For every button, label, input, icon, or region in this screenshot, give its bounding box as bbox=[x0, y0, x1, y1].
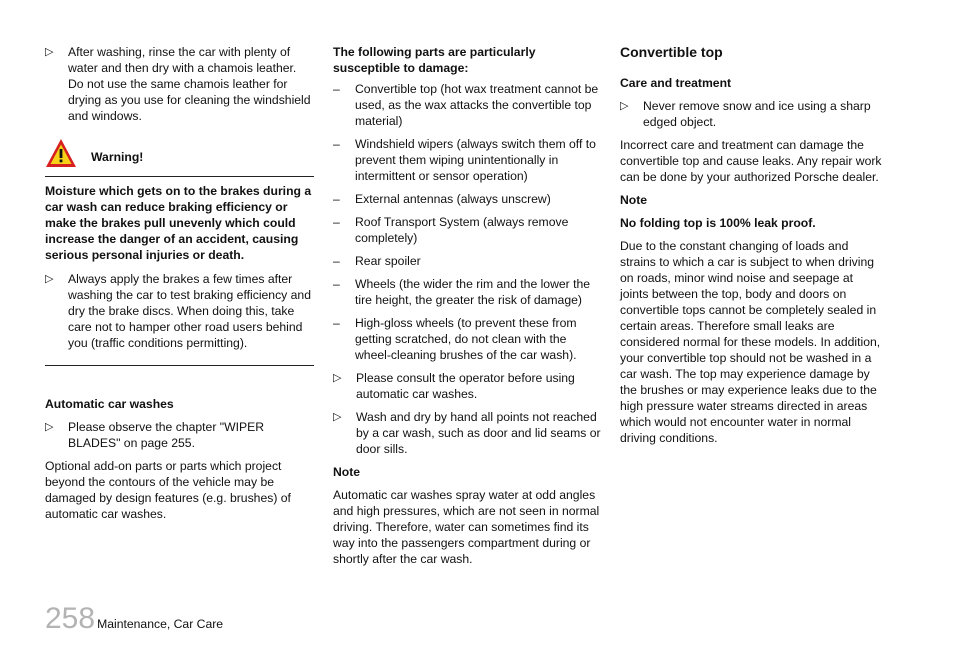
list-item bbox=[333, 214, 601, 246]
list-item bbox=[45, 419, 314, 451]
footer-section-title: Maintenance, Car Care bbox=[97, 617, 224, 631]
list-item bbox=[45, 44, 314, 124]
warning-body: Moisture which gets on to the brakes during a car wash can reduce braking efficiency or make the brakes pull unevenly which could increase the danger of an accident, causing serious personal injuries or death. bbox=[45, 184, 312, 262]
warning-bullet-text: Always apply the brakes a few times after washing the car to test braking efficiency and dry the brake discs. When doing this, take care not to hamper other road users behind you (traffic conditions permitting). bbox=[68, 272, 311, 350]
list-item-text: Never remove snow and ice using a sharp edged object. bbox=[643, 99, 871, 129]
list-item bbox=[333, 81, 601, 129]
leak-proof-note: No folding top is 100% leak proof. bbox=[620, 216, 816, 230]
bullet-triangle-icon: ▷ bbox=[45, 46, 54, 58]
dash-mark: – bbox=[333, 316, 340, 330]
list-item bbox=[333, 253, 601, 269]
care-treatment-subtitle: Care and treatment bbox=[620, 76, 732, 90]
warning-header bbox=[45, 138, 314, 177]
bullet-triangle-icon: ▷ bbox=[620, 100, 629, 112]
list-item bbox=[333, 370, 601, 402]
bullet-triangle-icon: ▷ bbox=[45, 421, 54, 433]
section-paragraph: Optional add-on parts or parts which project beyond the contours of the vehicle may be damaged by design features (e.g. brushes) of automatic car washes. bbox=[45, 459, 291, 521]
leak-paragraph: Due to the constant changing of loads and strains to which a car is subject to when driving on roads, minor wind noise and seepage at joints between the top, body and doors on convertible tops cannot be completely sealed in certain areas. Therefore small leaks are considered normal for these models. In addition, your convertible top should not be washed in a car wash. The top may experience damage by the brushes or may experience leaks due to the high pressure water streams directed in areas which would not encounter water in normal driving conditions. bbox=[620, 239, 881, 445]
list-item bbox=[333, 409, 601, 457]
list-item-text: Windshield wipers (always switch them off to prevent them wiping unintentionally in intermittent or sensor operation) bbox=[355, 137, 596, 183]
care-paragraph: Incorrect care and treatment can damage the convertible top and cause leaks. Any repair work can be done by your authorized Porsche dealer. bbox=[620, 138, 882, 184]
column-right bbox=[620, 44, 882, 453]
page-number: 258 bbox=[45, 602, 96, 635]
note-label: Note bbox=[333, 465, 361, 479]
list-item-text: Wheels (the wider the rim and the lower the tire height, the greater the risk of damage) bbox=[355, 277, 591, 307]
list-item-text: External antennas (always unscrew) bbox=[355, 192, 551, 206]
bullet-triangle-icon: ▷ bbox=[333, 372, 342, 384]
dash-mark: – bbox=[333, 82, 340, 96]
section-bullet-text: Please observe the chapter "WIPER BLADES" on page 255. bbox=[68, 420, 265, 450]
note-text: Automatic car washes spray water at odd angles and high pressures, which are not seen in normal driving. Therefore, water can sometimes find its way into the passengers compartment during or shortly after the car wash. bbox=[333, 488, 600, 566]
list-item-text: Convertible top (hot wax treatment cannot be used, as the wax attacks the convertible top material) bbox=[355, 82, 599, 128]
list-item bbox=[333, 276, 601, 308]
column-left bbox=[45, 44, 314, 529]
section-title: Automatic car washes bbox=[45, 397, 174, 411]
list-item-text: Rear spoiler bbox=[355, 254, 421, 268]
dash-mark: – bbox=[333, 215, 340, 229]
susceptible-parts-heading: The following parts are particularly susceptible to damage: bbox=[333, 45, 536, 75]
column-middle bbox=[333, 44, 601, 574]
list-item bbox=[333, 191, 601, 207]
list-item bbox=[333, 315, 601, 363]
list-item-text: Wash and dry by hand all points not reached by a car wash, such as door and lid seams or door sills. bbox=[356, 410, 601, 456]
dash-mark: – bbox=[333, 192, 340, 206]
list-item bbox=[333, 136, 601, 184]
list-item bbox=[45, 271, 314, 351]
note-label: Note bbox=[620, 193, 648, 207]
dash-mark: – bbox=[333, 137, 340, 151]
dash-mark: – bbox=[333, 277, 340, 291]
bullet-triangle-icon: ▷ bbox=[333, 411, 342, 423]
intro-bullet-text: After washing, rinse the car with plenty of water and then dry with a chamois leather. Do not use the same chamois leather for drying as you use for cleaning the windshield and windows. bbox=[68, 45, 311, 123]
list-item-text: Roof Transport System (always remove completely) bbox=[355, 215, 569, 245]
warning-triangle-icon bbox=[45, 138, 77, 168]
convertible-top-title: Convertible top bbox=[620, 44, 723, 60]
warning-title: Warning! bbox=[91, 150, 144, 164]
list-item-text: High-gloss wheels (to prevent these from getting scratched, do not clean with the wheel-cleaning brushes of the car wash). bbox=[355, 316, 577, 362]
list-item-text: Please consult the operator before using automatic car washes. bbox=[356, 371, 575, 401]
divider bbox=[45, 365, 314, 366]
bullet-triangle-icon: ▷ bbox=[45, 273, 54, 285]
dash-mark: – bbox=[333, 254, 340, 268]
list-item bbox=[620, 98, 882, 130]
page-footer bbox=[45, 604, 223, 634]
